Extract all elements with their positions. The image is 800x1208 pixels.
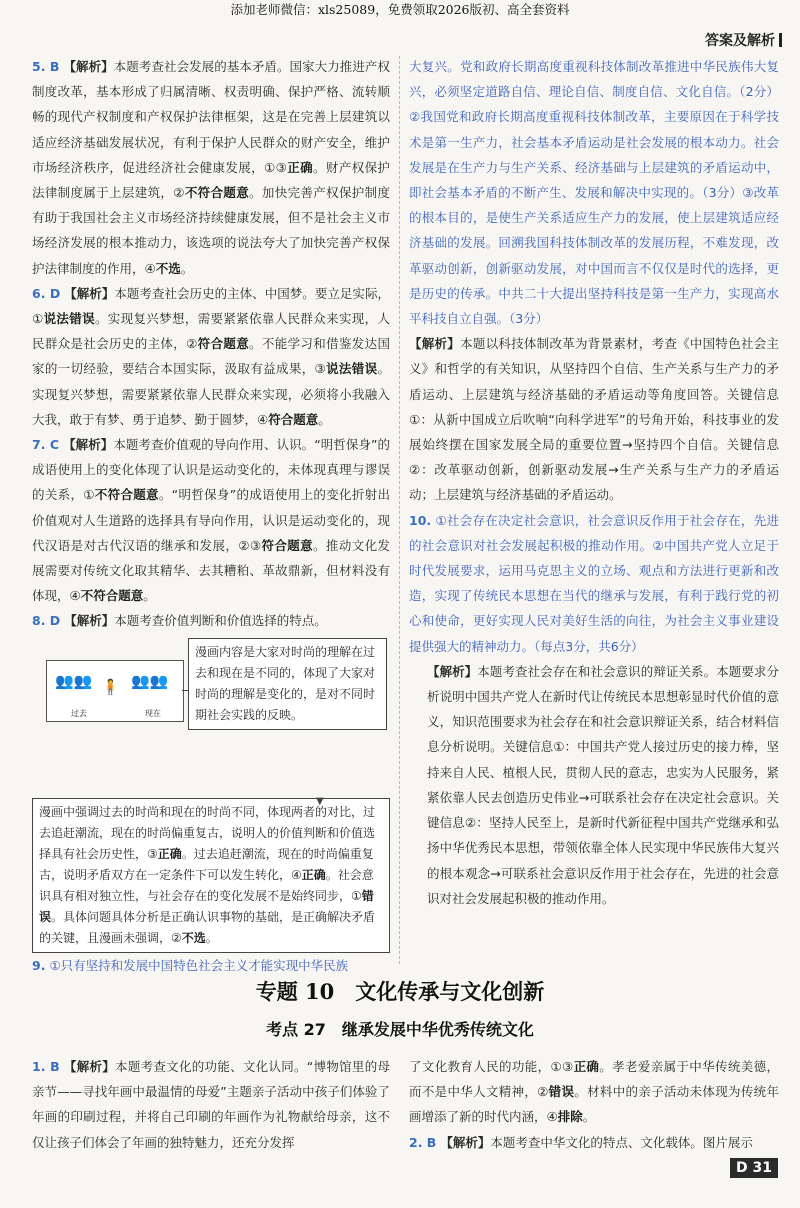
answer-q7: 7. C 【解析】本题考查价值观的导向作用、认识。“明哲保身”的成语使用上的变化体现了认识是运动变化的，未体现真理与谬误的关系，①不符合题意。“明哲保身”的成语使用上的变化折射出价值观对人生道路的选择具有导向作用，认识是运动变化的，现代汉语是对古代汉语的继承和发展，②③符合题意。推动文化发展需要对传统文化取其精华、去其糟粕、革故鼎新，但材料没有体现，④不符合题意。: [32, 437, 390, 604]
arrow-down-icon: ▼: [316, 795, 324, 807]
header-title: 答案及解析: [705, 30, 782, 50]
answer-q6: 6. D 【解析】本题考查社会历史的主体、中国梦。要立足实际，①说法错误。实现复兴梦想，需要紧紧依靠人民群众来实现，人民群众是社会历史的主体，②符合题意。不能学习和借鉴发达国家的一切经验，要结合本国实际，汲取有益成果，③说法错误。实现复兴梦想，需要紧紧依靠人民群众来实现，必须将小我融入大我，敢于有梦、勇于追梦、勤于圆梦，④符合题意。: [32, 285, 390, 427]
section-title: 专题 10 文化传承与文化创新: [255, 979, 545, 1004]
crowd-figure-icon: 👥👥: [131, 671, 169, 690]
answer-q9-start: 9. ①只有坚持和发展中国特色社会主义才能实现中华民族: [32, 957, 349, 973]
analysis-q9: 【解析】本题以科技体制改革为背景素材，考查《中国特色社会主义》和哲学的有关知识，从坚持四个自信、生产关系与生产力的矛盾运动、上层建筑与经济基础的矛盾运动等角度回答。关键信息①：从新中国成立后吹响“向科学进军”的号角开始，科技事业的发展始终摆在国家发展全局的重要位置→坚持四个自信。关键信息②：改革驱动创新，创新驱动发展→生产关系与生产力的矛盾运动；上层建筑与经济基础的矛盾运动。: [409, 336, 779, 503]
cartoon-label-past: 过去: [71, 708, 87, 718]
section-subtitle: 考点 27 继承发展中华优秀传统文化: [266, 1020, 534, 1039]
callout-analysis-box: ▼ 漫画中强调过去的时尚和现在的时尚不同，体现两者的对比，过去追赶潮流，现在的时尚偏重复古，说明人的价值判断和价值选择具有社会历史性，③正确。过去追赶潮流，现在的时尚偏重复古，说明矛盾双方在一定条件下可以发生转化，④正确。社会意识具有相对独立性，与社会存在的变化发展不是始终同步，①错误。具体问题具体分析是正确认识事物的基础，是正确解决矛盾的关键，且漫画未强调，②不选。: [32, 798, 390, 953]
answer-q10: 10. ①社会存在决定社会意识，社会意识反作用于社会存在，先进的社会意识对社会发展起积极的推动作用。②中国共产党人立足于时代发展要求，运用马克思主义的立场、观点和方法进行更新和改造，实现了传统民本思想在当代的继承与发展，有利于践行党的初心和使命，更好实现人民对美好生活的向往，为社会主义事业建设提供强大的精神动力。（每点3分，共6分）: [409, 512, 779, 654]
column-divider: [399, 56, 400, 964]
cartoon-image: [46, 660, 184, 722]
answer-q5: 5. B 【解析】本题考查社会发展的基本矛盾。国家大力推进产权制度改革，基本形成了归属清晰、权责明确、保护严格、流转顺畅的现代产权制度和产权保护法律框架，这是在完善上层建筑以适应经济基础发展状况，有利于保护人民群众的财产安全，维护市场经济秩序，促进经济社会健康发展，①③正确。财产权保护法律制度属于上层建筑，②不符合题意。加快完善产权保护制度有助于我国社会主义市场经济持续健康发展，但不是社会主义市场经济发展的根本推动力，该选项的说法夸大了加快完善产权保护法律制度的作用，④不选。: [32, 59, 390, 276]
crowd-figure-icon: 👥👥: [55, 671, 93, 690]
analysis-q10: 【解析】本题考查社会存在和社会意识的辩证关系。本题要求分析说明中国共产党人在新时代让传统民本思想彰显时代价值的意义，知识范围要求为社会存在和社会意识辩证关系，结合材料信息分析说明。关键信息①：中国共产党人接过历史的接力棒，坚持来自人民、植根人民，贯彻人民的意志，忠实为人民服务，紧紧依靠人民去创造历史伟业→可联系社会存在决定社会意识。关键信息②：坚持人民至上，是新时代新征程中国共产党继承和弘扬中华优秀民本思想，带领依靠全体人民实现中华民族伟大复兴的根本观念→可联系社会意识反作用于社会存在，先进的社会意识对社会发展起积极的推动作用。: [427, 663, 779, 906]
callout-box: 漫画内容是大家对时尚的理解在过去和现在是不同的，体现了大家对时尚的理解是变化的，是对不同时期社会实践的反映。: [188, 638, 387, 730]
top-note: 添加老师微信：xls25089，免费领取2026版初、高全套资料: [230, 2, 570, 17]
right-column: [409, 54, 779, 911]
cartoon-label-now: 现在: [145, 708, 161, 718]
bottom-right-column: [409, 1054, 779, 1155]
bottom-left-column: [32, 1054, 390, 1155]
person-icon: 🧍: [101, 677, 120, 696]
left-column: [32, 54, 390, 978]
answer-b1: 1. B 【解析】本题考查文化的功能、文化认同。“博物馆里的母亲节——寻找年画中最温情的母爱”主题亲子活动中孩子们体验了年画的印刷过程，并将自己印刷的年画作为礼物献给母亲，这不仅让孩子们体会了年画的独特魅力，还充分发挥: [32, 1059, 390, 1150]
answer-b1-cont: 了文化教育人民的功能，①③正确。孝老爱亲属于中华传统美德，而不是中华人文精神，②错误。材料中的亲子活动未体现为传统年画增添了新的时代内涵，④排除。: [409, 1059, 779, 1125]
answer-q9-cont: 大复兴。党和政府长期高度重视科技体制改革推进中华民族伟大复兴，必须坚定道路自信、理论自信、制度自信、文化自信。（2分）②我国党和政府长期高度重视科技体制改革，主要原因在于科学技术是第一生产力，社会基本矛盾运动是社会发展的根本动力。社会发展是在生产力与生产关系、经济基础与上层建筑的矛盾运动中，即社会基本矛盾的不断产生、发展和解决中实现的。（3分）③改革的根本目的，是使生产关系适应生产力的发展，使上层建筑适应经济基础的发展。回溯我国科技体制改革的发展历程，不难发现，改革驱动创新，创新驱动发展，对中国而言不仅仅是时代的选择，更是历史的传承。中共二十大提出坚持科技是第一生产力，实现高水平科技自立自强。（3分）: [409, 59, 779, 327]
answer-q8: 8. D 【解析】本题考查价值判断和价值选择的特点。: [32, 613, 327, 629]
page-number: D 31: [730, 1158, 778, 1178]
q8-figure: [46, 638, 390, 796]
answer-b2: 2. B 【解析】本题考查中华文化的特点、文化载体。图片展示: [409, 1134, 753, 1150]
